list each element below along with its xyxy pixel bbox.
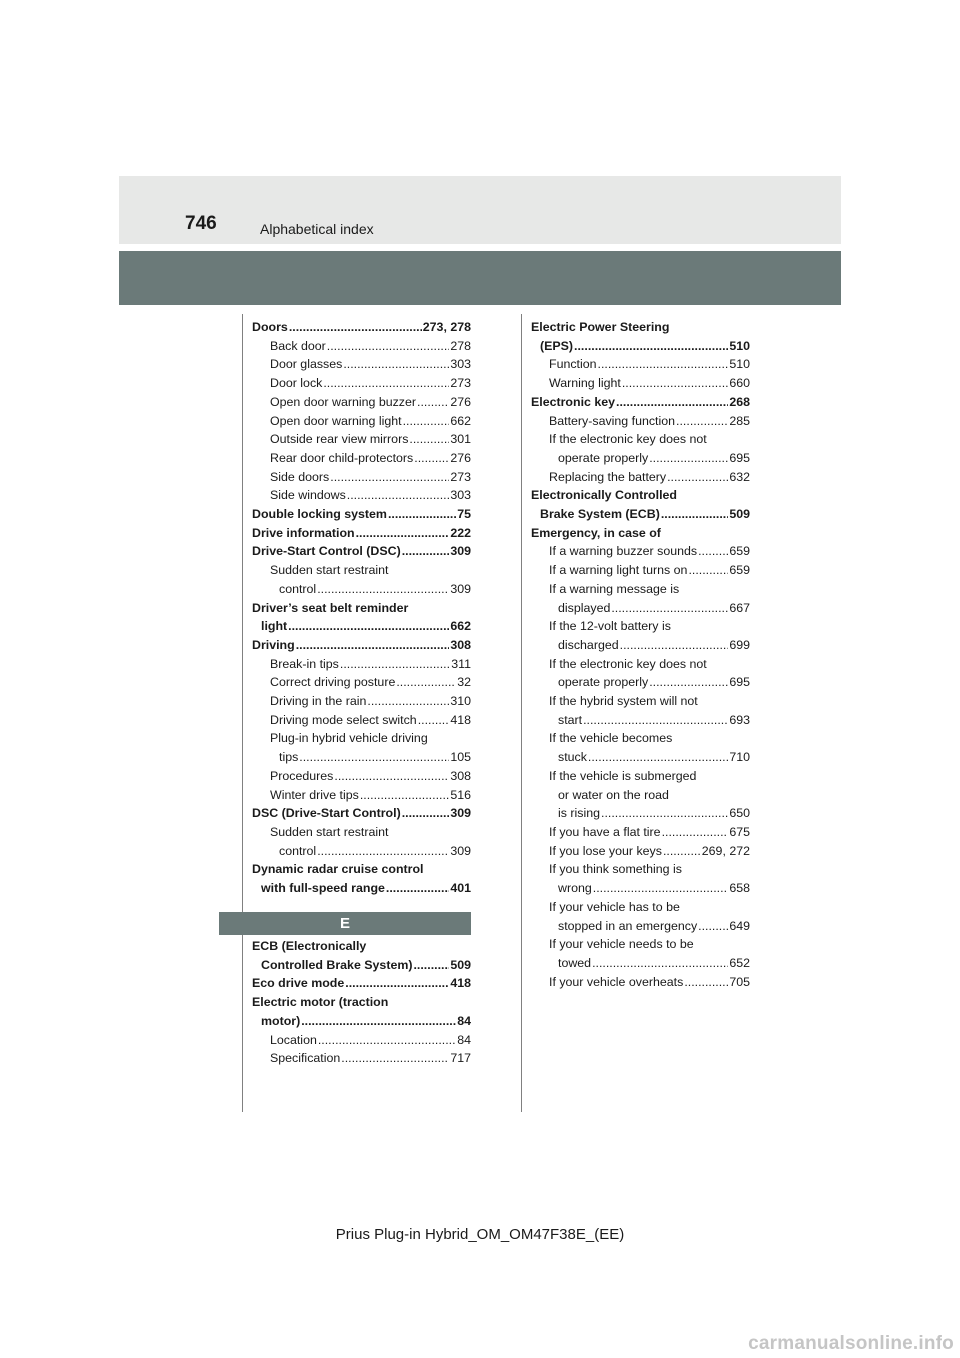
dot-leader	[620, 636, 729, 655]
dot-leader	[396, 673, 456, 692]
dot-leader	[414, 449, 449, 468]
index-entry	[531, 673, 750, 692]
index-entry-page: 278	[450, 338, 471, 353]
watermark: carmanualsonline.info	[748, 1333, 954, 1354]
index-entry	[531, 393, 750, 412]
index-entry	[531, 917, 750, 936]
dot-leader	[330, 468, 449, 487]
index-entry	[252, 1031, 471, 1050]
dot-leader	[684, 973, 728, 992]
index-entry-page: 516	[450, 787, 471, 802]
dot-leader	[340, 655, 450, 674]
dot-leader	[574, 337, 728, 356]
index-entry: If a warning message is	[549, 581, 680, 596]
index-entry-term: Rear door child-protectors	[270, 450, 414, 465]
index-entry	[252, 636, 471, 655]
dot-leader	[418, 711, 450, 730]
index-entry: Emergency, in case of	[531, 525, 661, 540]
dot-leader	[409, 430, 449, 449]
index-entry	[531, 412, 750, 431]
index-entry: Electronically Controlled	[531, 488, 677, 503]
dot-leader	[289, 318, 422, 337]
index-entry	[252, 974, 471, 993]
index-entry-term: Driving	[252, 637, 295, 652]
index-entry	[252, 486, 471, 505]
dot-leader	[403, 412, 450, 431]
dot-leader	[345, 974, 449, 993]
index-entry-page: 693	[729, 712, 750, 727]
index-entry	[252, 524, 471, 543]
index-column-1	[252, 318, 471, 898]
index-entry: or water on the road	[558, 787, 669, 802]
index-entry	[531, 599, 750, 618]
index-entry	[252, 617, 471, 636]
index-entry-page: 309	[450, 843, 471, 858]
index-entry	[252, 337, 471, 356]
index-entry-term: Drive information	[252, 525, 355, 540]
footer-document-id: Prius Plug-in Hybrid_OM_OM47F38E_(EE)	[335, 1226, 625, 1243]
index-entry-term: Battery-saving function	[549, 413, 676, 428]
dot-leader	[698, 542, 728, 561]
index-entry-term: control	[279, 581, 317, 596]
index-entry-page: 222	[450, 525, 471, 540]
index-entry-page: 509	[450, 957, 471, 972]
index-entry-page: 418	[450, 976, 471, 991]
header-band	[119, 176, 841, 244]
index-entry	[252, 673, 471, 692]
index-entry	[531, 561, 750, 580]
index-column-1-section-e	[252, 937, 471, 1068]
index-entry	[531, 449, 750, 468]
index-entry-term: Eco drive mode	[252, 976, 345, 991]
dot-leader	[676, 412, 728, 431]
index-entry-term: Doors	[252, 320, 288, 334]
dot-leader	[317, 580, 449, 599]
index-entry	[252, 449, 471, 468]
index-entry	[531, 823, 750, 842]
index-entry	[252, 374, 471, 393]
dot-leader	[301, 1012, 456, 1031]
dot-leader	[601, 804, 728, 823]
dot-leader	[417, 393, 449, 412]
index-entry-page: 662	[450, 413, 471, 428]
index-entry-term: Replacing the battery	[549, 469, 667, 484]
index-entry-page: 32	[457, 675, 471, 690]
dot-leader	[662, 823, 729, 842]
index-entry	[252, 1012, 471, 1031]
dot-leader	[649, 449, 728, 468]
index-entry	[252, 430, 471, 449]
index-entry-term: Side windows	[270, 488, 346, 503]
index-entry-page: 311	[451, 656, 471, 671]
index-entry	[531, 954, 750, 973]
index-entry-page: 105	[450, 750, 471, 765]
index-entry	[252, 748, 471, 767]
index-entry	[252, 1049, 471, 1068]
index-entry-page: 303	[450, 488, 471, 503]
section-header-e: E	[219, 912, 471, 935]
dot-leader	[661, 505, 728, 524]
index-entry-page: 303	[450, 357, 471, 372]
index-entry-page: 285	[729, 413, 750, 428]
index-entry-term: control	[279, 843, 317, 858]
dot-leader	[347, 486, 450, 505]
index-entry-term: stuck	[558, 750, 587, 765]
index-entry-page: 659	[729, 544, 750, 559]
index-entry-page: 84	[457, 1013, 471, 1028]
dot-leader	[592, 954, 728, 973]
index-entry	[531, 468, 750, 487]
index-entry: If the vehicle is submerged	[549, 768, 697, 783]
index-entry-page: 309	[450, 544, 471, 559]
index-entry	[531, 337, 750, 356]
dot-leader	[413, 956, 449, 975]
index-entry-term: If you have a flat tire	[549, 824, 661, 839]
index-entry-term: If you lose your keys	[549, 843, 662, 858]
index-entry-page: 675	[729, 824, 750, 839]
dot-leader	[341, 1049, 449, 1068]
page-title: Alphabetical index	[260, 221, 374, 237]
dot-leader	[288, 617, 449, 636]
dot-leader	[334, 767, 449, 786]
index-entry-page: 510	[729, 357, 750, 372]
dot-leader	[698, 917, 728, 936]
index-entry	[531, 804, 750, 823]
index-entry-page: 276	[450, 394, 471, 409]
index-entry-term: Open door warning buzzer	[270, 394, 417, 409]
index-entry-page: 510	[729, 338, 750, 353]
dot-leader	[388, 505, 456, 524]
index-entry-page: 705	[729, 974, 750, 989]
dot-leader	[598, 355, 729, 374]
index-entry-term: Break-in tips	[270, 656, 339, 671]
header-dark-band	[119, 251, 841, 305]
index-entry	[531, 636, 750, 655]
index-entry: If the hybrid system will not	[549, 694, 698, 709]
index-entry	[252, 842, 471, 861]
index-entry: If the vehicle becomes	[549, 731, 673, 746]
index-entry	[531, 748, 750, 767]
index-entry-page: 695	[729, 450, 750, 465]
index-entry-page: 84	[457, 1032, 471, 1047]
index-entry-term: start	[558, 712, 583, 727]
index-entry-term: Electronic key	[531, 394, 616, 409]
index-entry: Dynamic radar cruise control	[252, 862, 424, 877]
index-entry-page: 268	[729, 394, 750, 409]
index-entry-term: operate properly	[558, 450, 649, 465]
index-entry	[252, 655, 471, 674]
index-entry-term: Location	[270, 1032, 317, 1047]
index-entry	[252, 393, 471, 412]
index-entry	[531, 842, 750, 861]
index-entry-term: with full-speed range	[261, 881, 385, 896]
index-entry-page: 308	[450, 637, 471, 652]
dot-leader	[593, 879, 729, 898]
index-entry-page: 75	[457, 507, 471, 522]
page-number: 746	[185, 213, 217, 234]
index-entry: If you think something is	[549, 862, 682, 877]
index-entry-term: operate properly	[558, 675, 649, 690]
index-entry-page: 660	[729, 376, 750, 391]
index-entry-term: Winter drive tips	[270, 787, 359, 802]
index-entry-term: Correct driving posture	[270, 675, 396, 690]
dot-leader	[367, 692, 449, 711]
index-entry-term: towed	[558, 955, 592, 970]
dot-leader	[588, 748, 728, 767]
index-entry-term: Brake System (ECB)	[540, 507, 660, 522]
index-entry-page: 652	[729, 955, 750, 970]
index-entry-term: Warning light	[549, 376, 621, 391]
column-divider-left	[242, 314, 243, 1112]
index-entry-term: displayed	[558, 600, 611, 615]
index-entry	[252, 355, 471, 374]
index-entry-term: Back door	[270, 338, 326, 353]
index-entry-term: If a warning buzzer sounds	[549, 544, 698, 559]
dot-leader	[611, 599, 728, 618]
index-entry	[252, 580, 471, 599]
index-entry: ECB (Electronically	[252, 939, 367, 953]
index-entry-term: If your vehicle overheats	[549, 974, 684, 989]
index-entry-page: 667	[729, 600, 750, 615]
index-entry	[531, 711, 750, 730]
index-entry: If the electronic key does not	[549, 656, 707, 671]
dot-leader	[356, 524, 450, 543]
index-entry	[531, 374, 750, 393]
index-entry-page: 273	[450, 469, 471, 484]
column-divider-middle	[521, 314, 522, 1112]
index-entry	[531, 973, 750, 992]
index-entry-page: 649	[729, 918, 750, 933]
index-entry-page: 659	[729, 563, 750, 578]
index-entry	[531, 505, 750, 524]
dot-leader	[667, 468, 728, 487]
index-entry-term: Outside rear view mirrors	[270, 432, 409, 447]
dot-leader	[360, 786, 449, 805]
index-entry-term: discharged	[558, 637, 619, 652]
index-entry-page: 650	[729, 806, 750, 821]
index-entry	[252, 804, 471, 823]
index-entry-term: DSC (Drive-Start Control)	[252, 806, 401, 821]
index-entry-page: 662	[450, 619, 471, 634]
index-entry-term: Drive-Start Control (DSC)	[252, 544, 401, 559]
index-entry	[252, 318, 471, 337]
index-entry: Driver’s seat belt reminder	[252, 600, 409, 615]
index-entry-term: stopped in an emergency	[558, 918, 698, 933]
index-entry-page: 301	[450, 432, 471, 447]
index-entry-term: is rising	[558, 806, 600, 821]
dot-leader	[296, 636, 450, 655]
index-column-2	[531, 318, 750, 991]
index-entry-term: Driving mode select switch	[270, 712, 417, 727]
index-entry-page: 509	[729, 507, 750, 522]
index-entry	[252, 879, 471, 898]
index-entry	[252, 468, 471, 487]
index-entry: Electric Power Steering	[531, 320, 670, 334]
index-entry-term: wrong	[558, 881, 592, 896]
index-entry-term: tips	[279, 750, 299, 765]
dot-leader	[386, 879, 449, 898]
index-entry	[252, 786, 471, 805]
index-entry	[252, 412, 471, 431]
index-entry-term: motor)	[261, 1013, 301, 1028]
index-entry-term: Door glasses	[270, 357, 343, 372]
index-entry-term: If a warning light turns on	[549, 563, 688, 578]
index-entry: If your vehicle needs to be	[549, 937, 694, 952]
index-entry-page: 308	[450, 768, 471, 783]
dot-leader	[317, 842, 449, 861]
index-entry-term: Controlled Brake System)	[261, 957, 413, 972]
dot-leader	[622, 374, 728, 393]
index-entry-page: 401	[450, 881, 471, 896]
dot-leader	[583, 711, 728, 730]
index-entry: Electric motor (traction	[252, 995, 389, 1010]
index-entry: If the electronic key does not	[549, 432, 707, 447]
index-entry	[531, 542, 750, 561]
index-entry-page: 276	[450, 450, 471, 465]
index-entry	[531, 355, 750, 374]
dot-leader	[343, 355, 449, 374]
dot-leader	[402, 542, 450, 561]
index-entry-term: Specification	[270, 1051, 341, 1066]
index-entry: Plug-in hybrid vehicle driving	[270, 731, 428, 746]
index-entry-page: 310	[450, 694, 471, 709]
index-entry-term: light	[261, 619, 288, 634]
index-entry	[252, 711, 471, 730]
dot-leader	[323, 374, 449, 393]
index-entry-page: 309	[450, 806, 471, 821]
dot-leader	[649, 673, 728, 692]
index-entry	[252, 505, 471, 524]
index-entry-term: Open door warning light	[270, 413, 402, 428]
index-entry-page: 273, 278	[422, 320, 471, 334]
index-entry-term: Function	[549, 357, 597, 372]
index-entry-term: Door lock	[270, 376, 323, 391]
index-entry-page: 710	[729, 750, 750, 765]
index-entry: Sudden start restraint	[270, 563, 389, 578]
index-entry-page: 309	[450, 581, 471, 596]
index-entry-term: Driving in the rain	[270, 694, 367, 709]
dot-leader	[318, 1031, 456, 1050]
index-entry-page: 658	[729, 881, 750, 896]
index-entry-page: 632	[729, 469, 750, 484]
index-entry	[252, 767, 471, 786]
index-entry-page: 418	[450, 712, 471, 727]
dot-leader	[616, 393, 728, 412]
dot-leader	[663, 842, 701, 861]
index-entry-term: (EPS)	[540, 338, 574, 353]
index-entry	[531, 879, 750, 898]
index-entry-term: Double locking system	[252, 507, 387, 522]
index-entry-term: Side doors	[270, 469, 330, 484]
index-entry-term: Procedures	[270, 768, 334, 783]
index-entry-page: 717	[450, 1051, 471, 1066]
index-entry: If the 12-volt battery is	[549, 619, 671, 634]
index-entry-page: 269, 272	[701, 843, 750, 858]
index-entry: Sudden start restraint	[270, 824, 389, 839]
index-entry-page: 699	[729, 637, 750, 652]
dot-leader	[299, 748, 449, 767]
dot-leader	[402, 804, 450, 823]
index-entry: If your vehicle has to be	[549, 899, 680, 914]
dot-leader	[327, 337, 450, 356]
index-entry	[252, 956, 471, 975]
index-entry-page: 695	[729, 675, 750, 690]
index-entry	[252, 542, 471, 561]
index-entry	[252, 692, 471, 711]
index-entry-page: 273	[450, 376, 471, 391]
dot-leader	[688, 561, 728, 580]
